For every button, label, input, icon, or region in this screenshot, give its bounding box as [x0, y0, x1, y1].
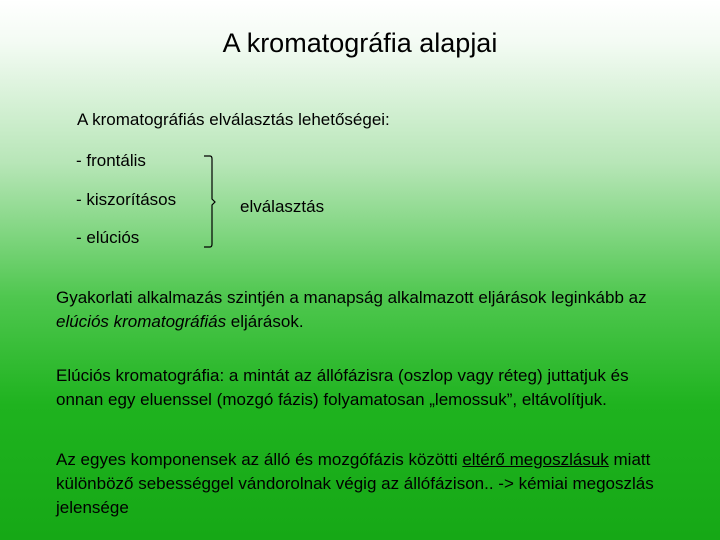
paragraph-practical-end: eljárások. — [226, 312, 304, 331]
paragraph-practical-italic: elúciós kromatográfiás — [56, 312, 227, 331]
list-item-kiszoritasos: - kiszorításos — [76, 190, 177, 209]
page-title: A kromatográfia alapjai — [222, 28, 498, 58]
list-item-frontalis: - frontális — [76, 151, 146, 170]
paragraph-components — [56, 448, 666, 520]
paragraph-components-text: Az egyes komponensek az álló és mozgófázis közötti — [56, 450, 463, 469]
list-item-elucios: - elúciós — [76, 228, 140, 247]
paragraph-practical-text: Gyakorlati alkalmazás szintjén a manapság alkalmazott eljárások leginkább az — [56, 288, 647, 307]
paragraph-components-underlined: eltérő megoszlásuk — [462, 450, 609, 469]
paragraph-practical — [56, 286, 666, 334]
separation-label: elválasztás — [240, 197, 325, 216]
brace-icon — [203, 155, 217, 249]
paragraph-components-end: miatt különböző sebességgel vándorolnak végig az állófázison.. -> kémiai megoszlás jelensége — [56, 450, 654, 517]
subtitle: A kromatográfiás elválasztás lehetőségei: — [77, 110, 390, 129]
paragraph-elution: Elúciós kromatográfia: a mintát az állófázisra (oszlop vagy réteg) juttatjuk és onnan egy eluenssel (mozgó fázis) folyamatosan „lemossuk”, eltávolítjuk. — [56, 366, 629, 409]
